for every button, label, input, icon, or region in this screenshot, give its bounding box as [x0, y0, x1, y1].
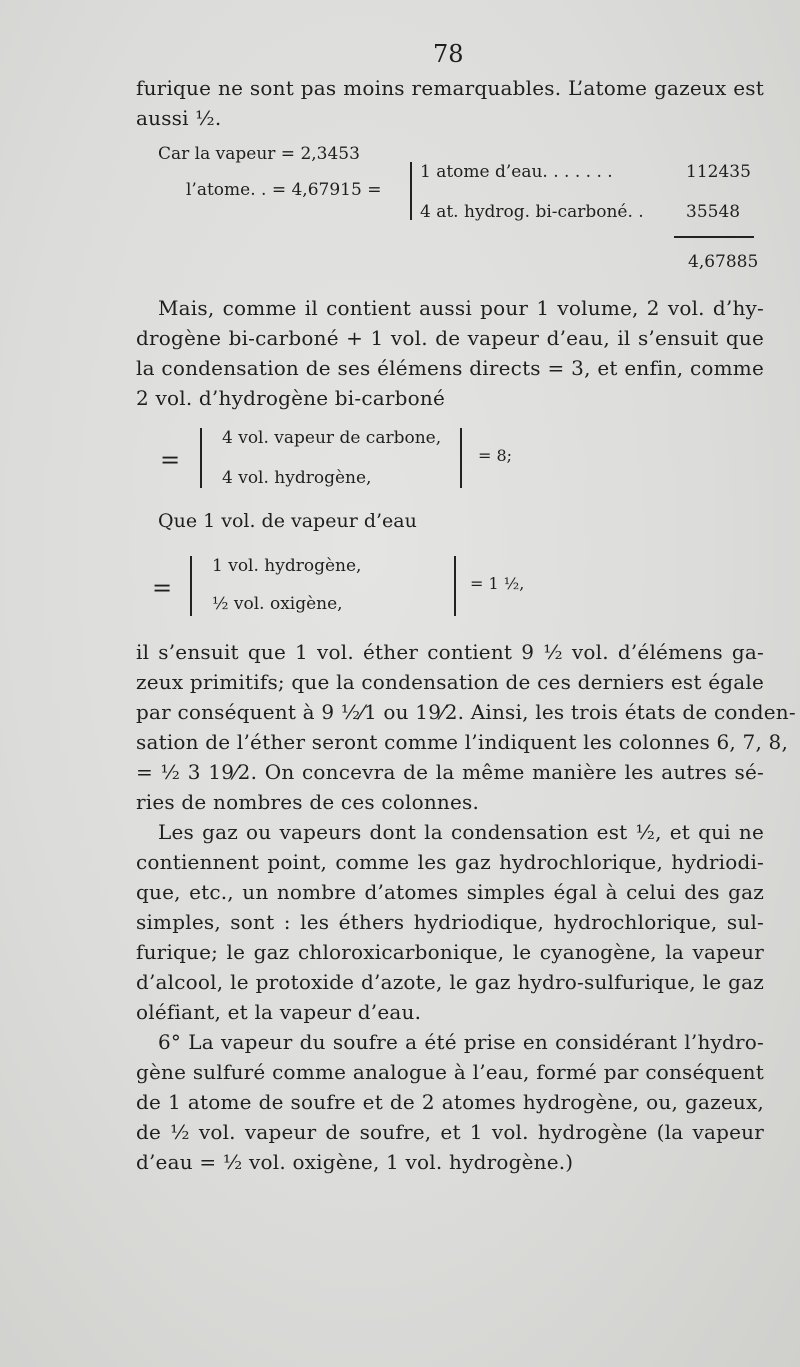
text-line: 2 vol. d’hydrogène bi-carboné — [136, 386, 445, 410]
eq2-result: = 1 ½, — [470, 574, 525, 593]
eq2-left-brace — [190, 556, 198, 616]
eq1-left-brace — [200, 428, 208, 488]
text-line: 6° La vapeur du soufre a été prise en considérant l’hydro- — [158, 1030, 764, 1054]
text-line: gène sulfuré comme analogue à l’eau, formé par conséquent — [136, 1060, 764, 1084]
text-line: zeux primitifs; que la condensation de ces derniers est égale — [136, 670, 764, 694]
eq1-right-brace — [460, 428, 468, 488]
calc-row1-label: 1 atome d’eau. . . . . . . — [420, 162, 613, 182]
text-line: la condensation de ses élémens directs = 3, et enfin, comme — [136, 356, 764, 380]
calc-vapeur: Car la vapeur = 2,3453 — [158, 144, 360, 164]
text-line: ries de nombres de ces colonnes. — [136, 790, 480, 814]
calc-row1-value: 112435 — [686, 162, 751, 182]
text-line: par conséquent à 9 ½⁄1 ou 19⁄2. Ainsi, les trois états de conden- — [136, 700, 796, 724]
text-line: simples, sont : les éthers hydriodique, hydrochlorique, sul- — [136, 910, 764, 934]
calc-atome: l’atome. . = 4,67915 = — [186, 180, 382, 200]
text-line: oléfiant, et la vapeur d’eau. — [136, 1000, 422, 1024]
text-line: aussi ½. — [136, 106, 222, 130]
eq1-line2: 4 vol. hydrogène, — [222, 468, 372, 488]
calc-row2-value: 35548 — [686, 202, 741, 222]
text-line: drogène bi-carboné + 1 vol. de vapeur d’eau, il s’ensuit que — [136, 326, 764, 350]
page-number: 78 — [433, 40, 464, 68]
calc-row2-label: 4 at. hydrog. bi-carboné. . — [420, 202, 644, 222]
text-line: de ½ vol. vapeur de soufre, et 1 vol. hydrogène (la vapeur — [136, 1120, 764, 1144]
text-line: d’eau = ½ vol. oxigène, 1 vol. hydrogène.) — [136, 1150, 574, 1174]
text-line: furique; le gaz chloroxicarbonique, le cyanogène, la vapeur — [136, 940, 764, 964]
text-line: Les gaz ou vapeurs dont la condensation est ½, et qui ne — [158, 820, 764, 844]
text-line: = ½ 3 19⁄2. On concevra de la même manière les autres sé- — [136, 760, 764, 784]
eq1-line1: 4 vol. vapeur de carbone, — [222, 428, 442, 448]
eq2-right-brace — [454, 556, 462, 616]
text-line: furique ne sont pas moins remarquables. L’atome gazeux est — [136, 76, 764, 100]
calc-total: 4,67885 — [688, 252, 759, 272]
text-line: de 1 atome de soufre et de 2 atomes hydrogène, ou, gazeux, — [136, 1090, 764, 1114]
eq1-result: = 8; — [478, 446, 513, 465]
eq2-line2: ½ vol. oxigène, — [212, 594, 343, 614]
text-line: il s’ensuit que 1 vol. éther contient 9 ½ vol. d’élémens ga- — [136, 640, 764, 664]
calc-sum-rule — [674, 236, 754, 238]
text-line: Mais, comme il contient aussi pour 1 volume, 2 vol. d’hy- — [158, 296, 764, 320]
text-line: Que 1 vol. de vapeur d’eau — [158, 510, 417, 532]
eq2-prefix: = — [152, 574, 173, 602]
eq1-prefix: = — [160, 446, 181, 474]
text-line: sation de l’éther seront comme l’indiquent les colonnes 6, 7, 8, — [136, 730, 789, 754]
text-line: contiennent point, comme les gaz hydrochlorique, hydriodi- — [136, 850, 764, 874]
calc-brace — [410, 162, 418, 220]
eq2-line1: 1 vol. hydrogène, — [212, 556, 362, 576]
text-line: que, etc., un nombre d’atomes simples égal à celui des gaz — [136, 880, 764, 904]
text-line: d’alcool, le protoxide d’azote, le gaz hydro-sulfurique, le gaz — [136, 970, 764, 994]
